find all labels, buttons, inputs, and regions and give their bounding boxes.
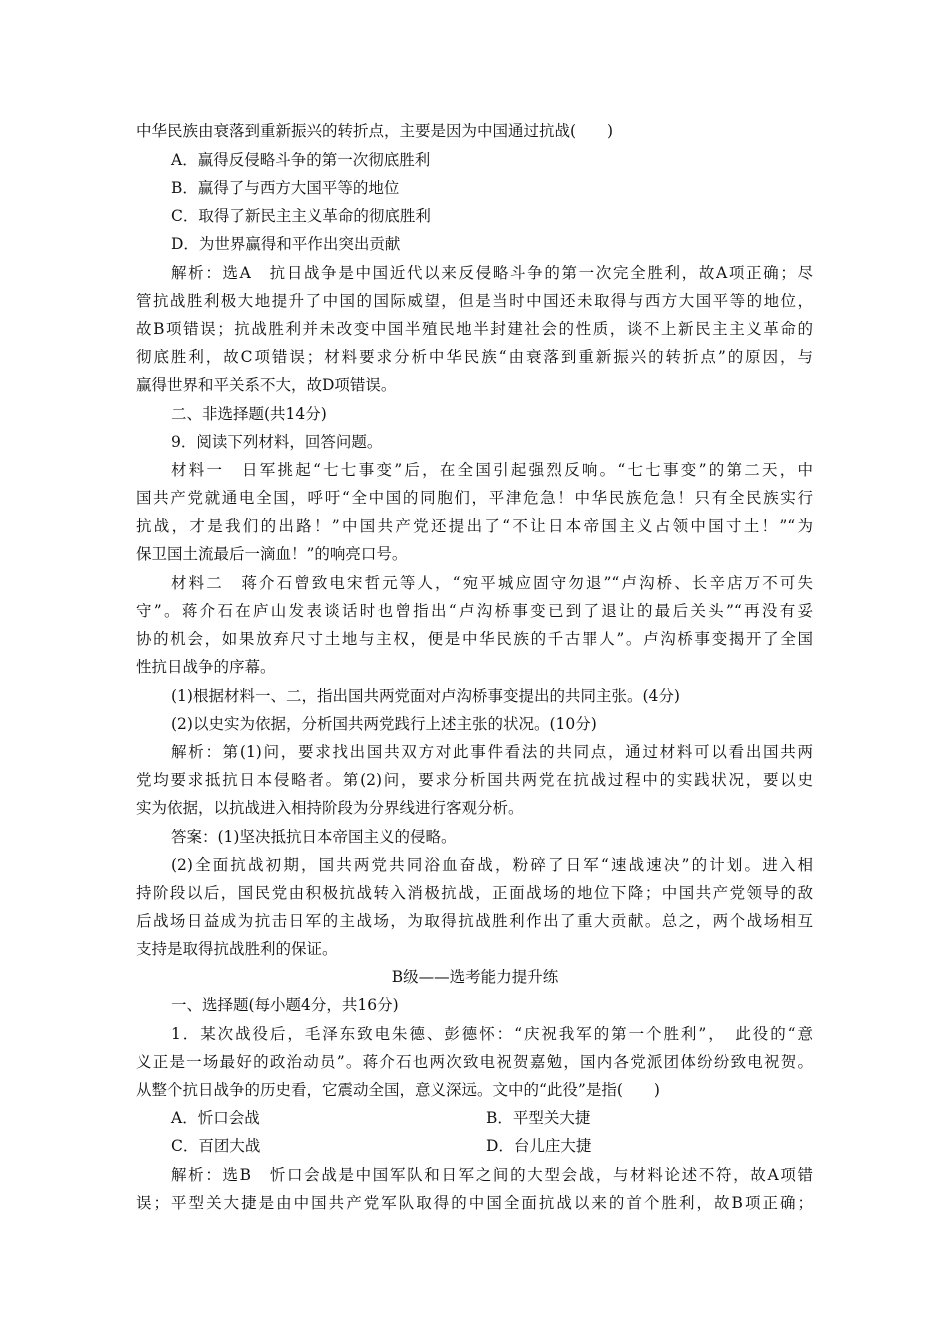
material-line: 保卫国土流最后一滴血！”的响亮口号。 <box>136 545 408 563</box>
question-8-stem: 中华民族由衰落到重新振兴的转折点，主要是因为中国通过抗战( ) <box>136 122 614 140</box>
material-line: 材料二 蒋介石曾致电宋哲元等人，“宛平城应固守勿退”“卢沟桥、长辛店万不可失 <box>171 574 813 592</box>
material-line: 抗战，才是我们的出路！”中国共产党还提出了“不让日本帝国主义占领中国寸土！”“为 <box>136 517 813 535</box>
option-b: B．赢得了与西方大国平等的地位 <box>171 179 400 197</box>
option-c: C．取得了新民主主义革命的彻底胜利 <box>171 207 431 225</box>
option-a: A．忻口会战 <box>171 1109 260 1127</box>
question-stem-line: 义正是一场最好的政治动员”。蒋介石也两次致电祝贺嘉勉，国内各党派团体纷纷致电祝贺。 <box>136 1053 813 1071</box>
option-a: A．赢得反侵略斗争的第一次彻底胜利 <box>171 151 431 169</box>
option-c: C．百团大战 <box>171 1137 261 1155</box>
answer-line: 持阶段以后，国民党由积极抗战转入消极抗战，正面战场的地位下降；中国共产党领导的敌 <box>136 884 813 902</box>
analysis-line: 管抗战胜利极大地提升了中国的国际威望，但是当时中国还未取得与西方大国平等的地位， <box>136 292 813 310</box>
sub-question-1: (1)根据材料一、二，指出国共两党面对卢沟桥事变提出的共同主张。(4分) <box>171 687 680 705</box>
question-9-stem: 9．阅读下列材料，回答问题。 <box>171 433 383 451</box>
analysis-line: 解析：选B 忻口会战是中国军队和日军之间的大型会战，与材料论述不符，故A项错 <box>171 1166 813 1184</box>
analysis-line: 实为依据，以抗战进入相持阶段为分界线进行客观分析。 <box>136 799 524 817</box>
option-b: B．平型关大捷 <box>486 1109 591 1127</box>
answer-line: 后战场日益成为抗击日军的主战场，为取得抗战胜利作出了重大贡献。总之，两个战场相互 <box>136 912 813 930</box>
section-title: 二、非选择题(共14分) <box>171 405 327 423</box>
material-line: 协的机会，如果放弃尺寸土地与主权，便是中华民族的千古罪人”。卢沟桥事变揭开了全国 <box>136 630 813 648</box>
material-line: 材料一 日军挑起“七七事变”后，在全国引起强烈反响。“七七事变”的第二天，中 <box>171 461 813 479</box>
analysis-line: 赢得世界和平关系不大，故D项错误。 <box>136 376 397 394</box>
analysis-line: 故B项错误；抗战胜利并未改变中国半殖民地半封建社会的性质，谈不上新民主主义革命的 <box>136 320 813 338</box>
question-stem-line: 从整个抗日战争的历史看，它震动全国，意义深远。文中的“此役”是指( ) <box>136 1081 660 1099</box>
level-title: B级——选考能力提升练 <box>391 968 559 986</box>
answer-line: 答案：(1)坚决抵抗日本帝国主义的侵略。 <box>171 828 457 846</box>
option-d: D．为世界赢得和平作出突出贡献 <box>171 235 401 253</box>
answer-line: (2)全面抗战初期，国共两党共同浴血奋战，粉碎了日军“速战速决”的计划。进入相 <box>171 856 813 874</box>
section-title: 一、选择题(每小题4分，共16分) <box>171 996 399 1014</box>
material-line: 性抗日战争的序幕。 <box>136 658 276 676</box>
analysis-line: 彻底胜利，故C项错误；材料要求分析中华民族“由衰落到重新振兴的转折点”的原因，与 <box>136 348 813 366</box>
material-line: 守”。蒋介石在庐山发表谈话时也曾指出“卢沟桥事变已到了退让的最后关头”“再没有妥 <box>136 602 813 620</box>
answer-line: 支持是取得抗战胜利的保证。 <box>136 940 338 958</box>
analysis-line: 解析：第(1)问，要求找出国共双方对此事件看法的共同点，通过材料可以看出国共两 <box>171 743 813 761</box>
sub-question-2: (2)以史实为依据，分析国共两党践行上述主张的状况。(10分) <box>171 715 597 733</box>
analysis-line: 解析：选A 抗日战争是中国近代以来反侵略斗争的第一次完全胜利，故A项正确；尽 <box>171 264 813 282</box>
analysis-line: 党均要求抵抗日本侵略者。第(2)问，要求分析国共两党在抗战过程中的实践状况，要以史 <box>136 771 813 789</box>
option-d: D．台儿庄大捷 <box>486 1137 592 1155</box>
question-stem-line: 1．某次战役后，毛泽东致电朱德、彭德怀：“庆祝我军的第一个胜利”， 此役的“意 <box>171 1025 813 1043</box>
analysis-line: 误；平型关大捷是由中国共产党军队取得的中国全面抗战以来的首个胜利，故B项正确； <box>136 1194 813 1212</box>
material-line: 国共产党就通电全国，呼吁“全中国的同胞们，平津危急！中华民族危急！只有全民族实行 <box>136 489 813 507</box>
